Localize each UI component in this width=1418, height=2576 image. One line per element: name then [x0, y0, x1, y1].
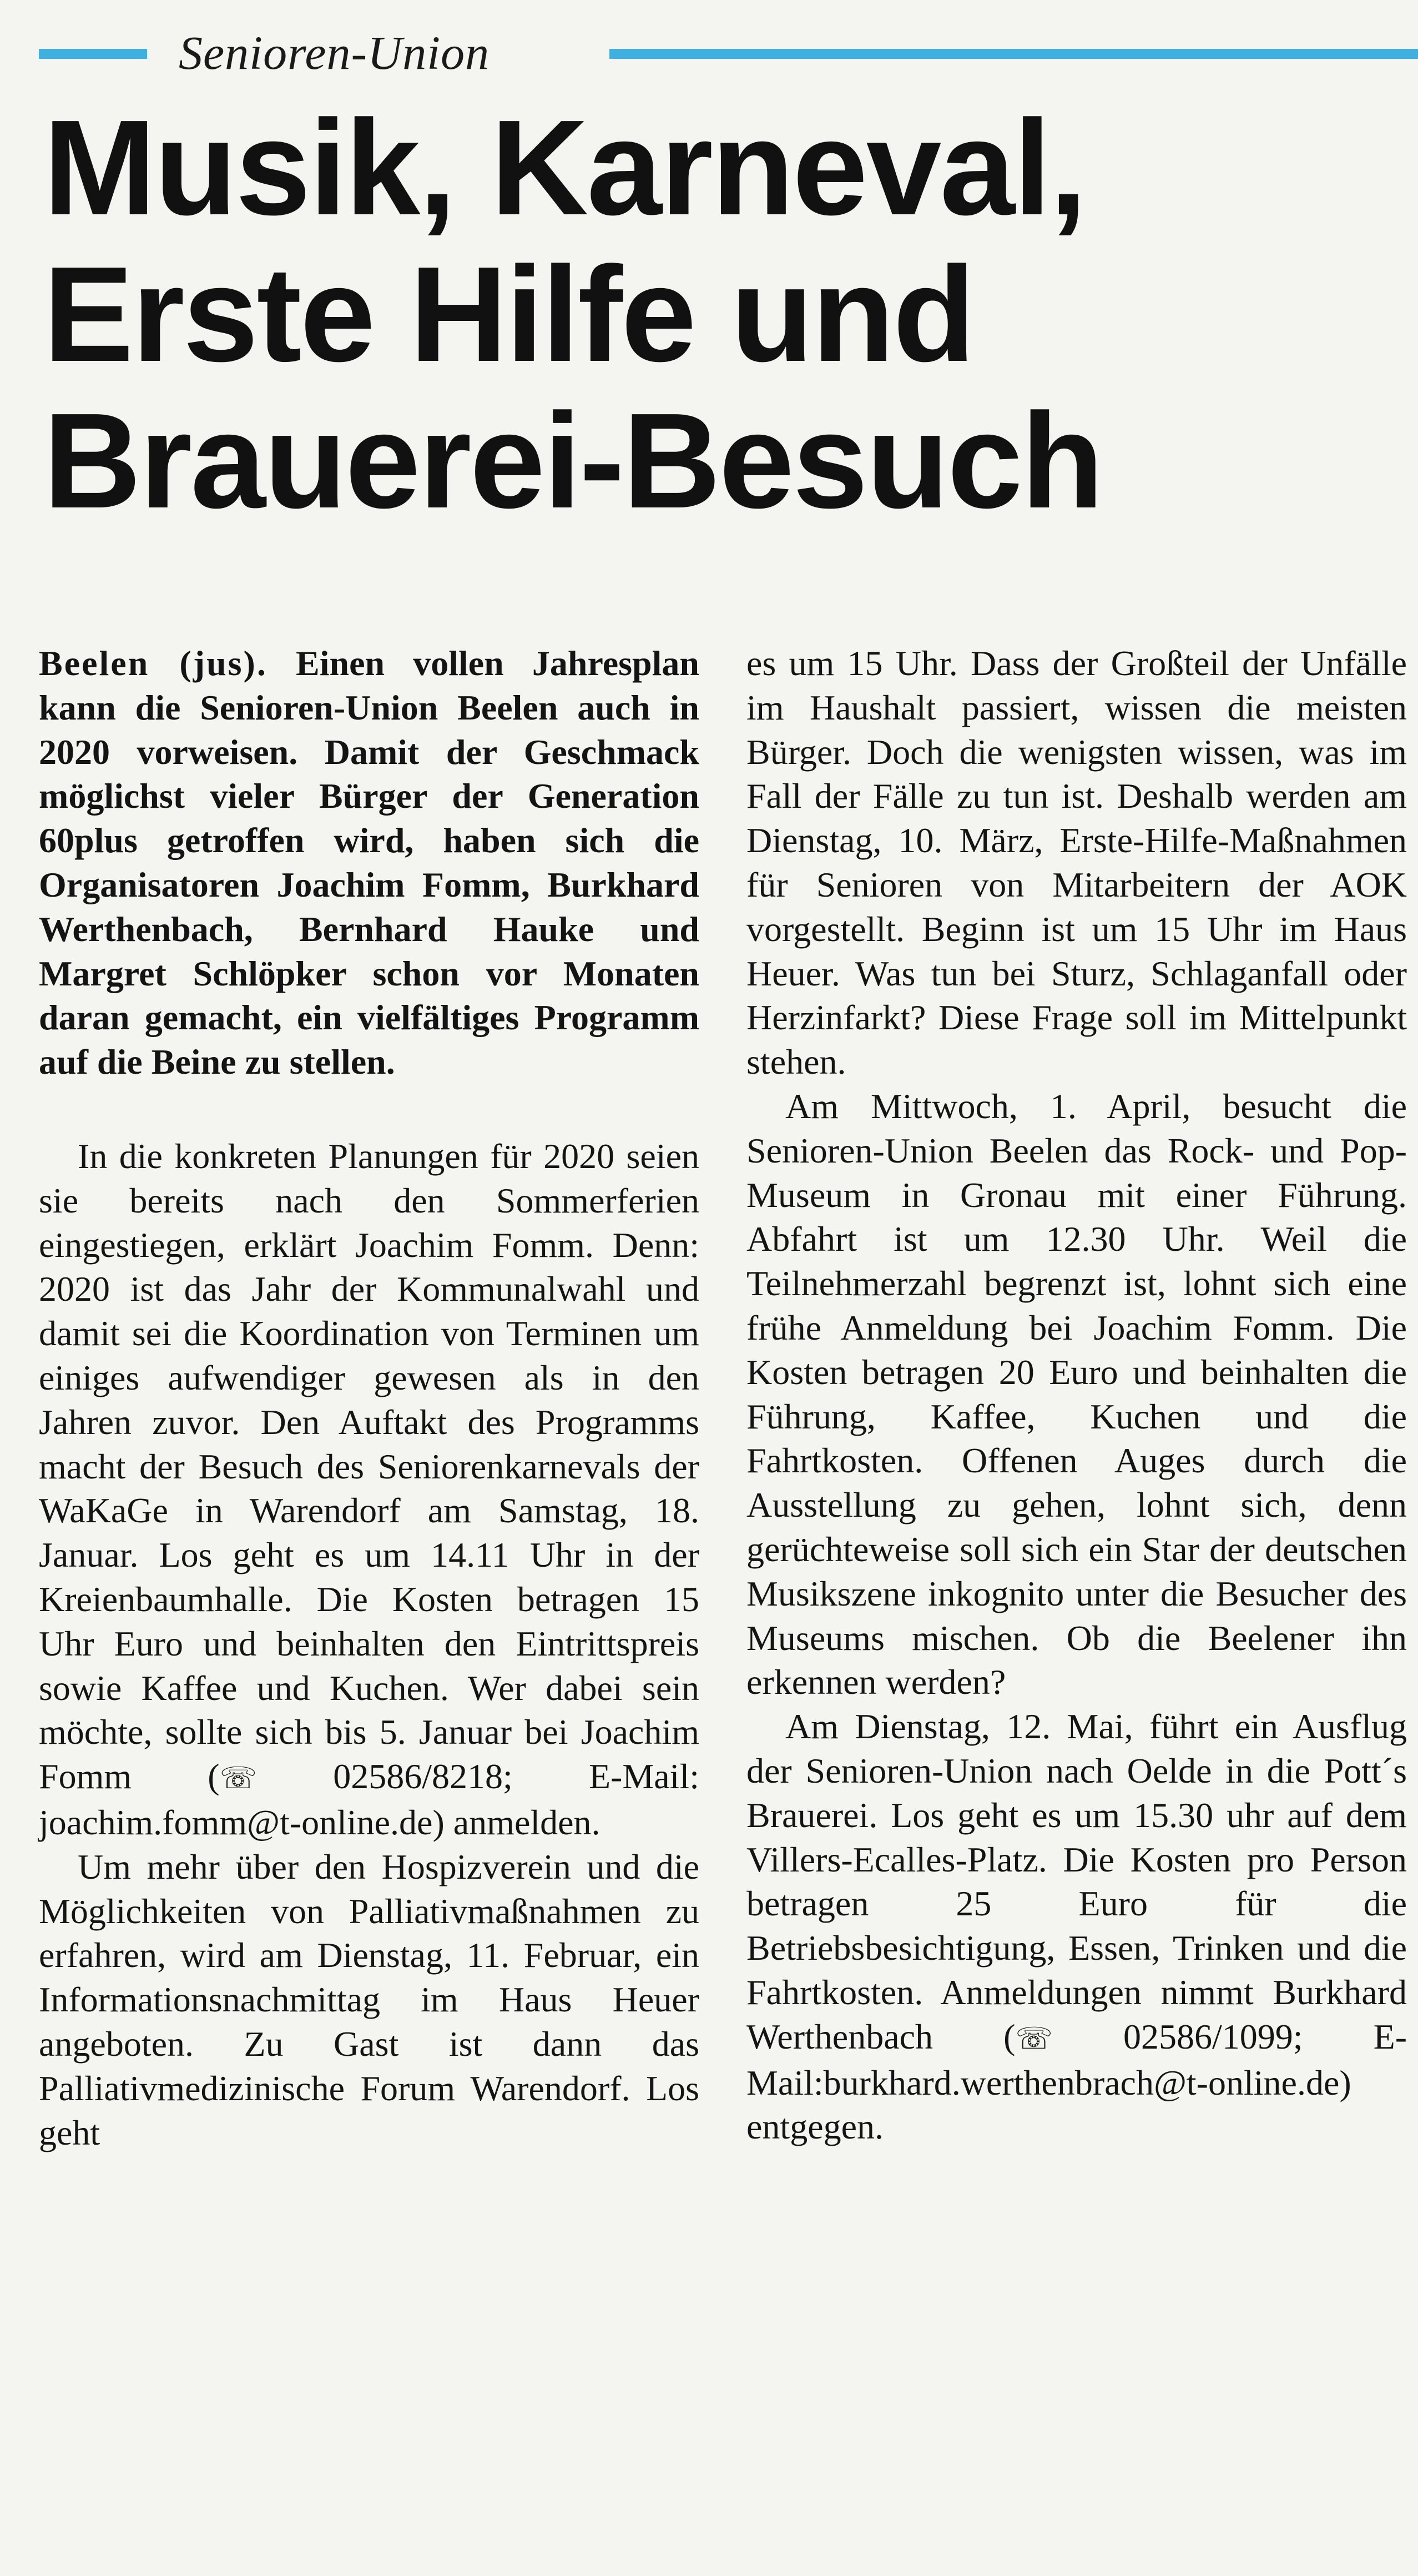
- headline: [43, 94, 1386, 534]
- column-left: [39, 641, 699, 2155]
- body-paragraph-1-text: In die konkreten Planungen für 2020 seien sie bereits nach den Sommerferien eingestiegen, erklärt Joachim Fomm. Denn: 2020 ist das Jahr der Kommunalwahl und damit sei die Koordination von Terminen um einiges aufwendiger gewesen als in den Jahren zuvor. Den Auftakt des Programms macht der Besuch des Seniorenkarnevals der WaKaGe in Warendorf am Samstag, 18. Januar. Los geht es um 14.11 Uhr in der Kreienbaumhalle. Die Kosten betragen 15 Uhr Euro und beinhalten den Eintrittspreis sowie Kaffee und Kuchen. Wer dabei sein möchte, sollte sich bis 5. Januar bei Joachim Fomm (: [39, 1136, 699, 1797]
- body-paragraph-1-contact: 02586/8218; E-Mail: joachim.fomm@t-online.de) anmelden.: [39, 1757, 699, 1842]
- body-paragraph-5-contact: 02586/1099; E-Mail:burkhard.werthenbrach@t-online.de) entgegen.: [746, 2016, 1407, 2147]
- headline-line-1: Musik, Karneval,: [43, 92, 1086, 243]
- headline-line-2: Erste Hilfe und: [43, 238, 974, 390]
- body-paragraph-4: Am Mittwoch, 1. April, besucht die Senioren-Union Beelen das Rock- und Pop-Museum in Gronau mit einer Führung. Abfahrt ist um 12.30 Uhr. Weil die Teilnehmerzahl begrenzt ist, lohnt sich eine frühe Anmeldung bei Joachim Fomm. Die Kosten betragen 20 Euro und beinhalten die Führung, Kaffee, Kuchen und die Fahrtkosten. Offenen Auges durch die Ausstellung zu gehen, lohnt sich, denn gerüchteweise soll sich ein Star der deutschen Musikszene inkognito unter die Besucher des Museums mischen. Ob die Beelener ihn erkennen werden?: [746, 1086, 1407, 1702]
- headline-line-3: Brauerei-Besuch: [43, 385, 1102, 536]
- body-paragraph-3: es um 15 Uhr. Dass der Großteil der Unfälle im Haushalt passiert, wissen die meisten Bürger. Doch die wenigsten wissen, was im Fall der Fälle zu tun ist. Deshalb werden am Dienstag, 10. März, Erste-Hilfe-Maßnahmen für Senioren von Mitarbeitern der AOK vorgestellt. Beginn ist um 15 Uhr im Haus Heuer. Was tun bei Sturz, Schlaganfall oder Herzinfarkt? Diese Frage soll im Mittelpunkt stehen.: [746, 643, 1407, 1082]
- dateline: Beelen (jus).: [39, 643, 268, 683]
- lead-paragraph: [39, 641, 699, 1084]
- telephone-icon: ☏: [1015, 2020, 1053, 2056]
- rubric-rule-left: [39, 49, 147, 59]
- body-paragraph-5: [746, 1704, 1407, 2149]
- column-right: [746, 641, 1407, 2149]
- body-paragraph-1: [39, 1134, 699, 1845]
- body-paragraph-5-text: Am Dienstag, 12. Mai, führt ein Ausflug der Senioren-Union nach Oelde in die Pott´s Brauerei. Los geht es um 15.30 uhr auf dem Villers-Ecalles-Platz. Die Kosten pro Person betragen 25 Euro für die Betriebsbesichtigung, Essen, Trinken und die Fahrtkosten. Anmeldungen nimmt Burkhard Werthenbach (: [746, 1707, 1407, 2056]
- body-paragraph-2: Um mehr über den Hospizverein und die Möglichkeiten von Palliativmaßnahmen zu erfahren, wird am Dienstag, 11. Februar, ein Informationsnachmittag im Haus Heuer angeboten. Zu Gast ist dann das Palliativmedizinische Forum Warendorf. Los geht: [39, 1847, 699, 2152]
- lead-text: Einen vollen Jahresplan kann die Senioren-Union Beelen auch in 2020 vorweisen. Damit der Geschmack möglichst vieler Bürger der Generation 60plus getroffen wird, haben sich die Organisatoren Joachim Fomm, Burkhard Werthenbach, Bernhard Hauke und Margret Schlöpker schon vor Monaten daran gemacht, ein vielfältiges Programm auf die Beine zu stellen.: [39, 643, 700, 1082]
- rubric-rule-right: [609, 49, 1418, 59]
- rubric-label: Senioren-Union: [179, 26, 490, 79]
- telephone-icon: ☏: [219, 1760, 258, 1796]
